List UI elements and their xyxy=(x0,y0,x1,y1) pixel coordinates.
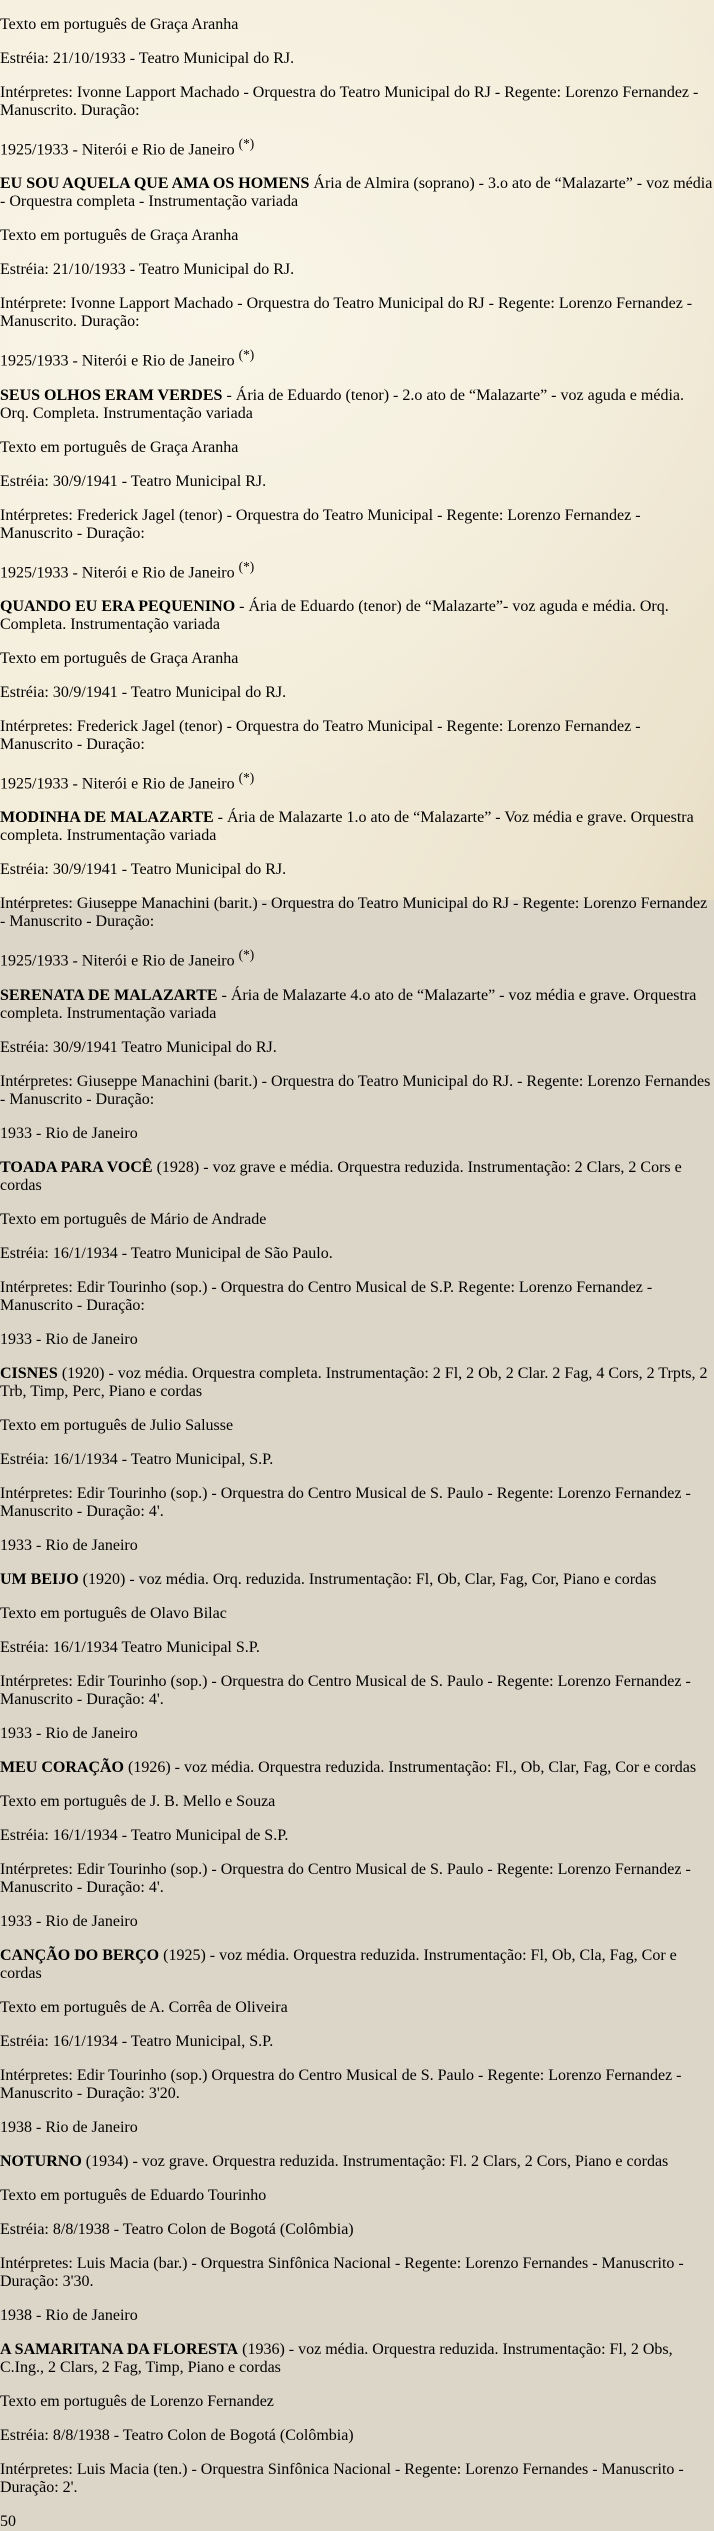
work-title: MEU CORAÇÃO xyxy=(0,1758,124,1776)
entry-paragraph xyxy=(0,50,714,68)
catalog-entry xyxy=(0,2119,714,2291)
text-columns xyxy=(0,16,714,2497)
entry-paragraph xyxy=(0,1417,714,1435)
entry-text: - Ária de Malazarte 4.o ato de “Malazarte” - voz média e grave. Orquestra completa. Instrumentação variada xyxy=(0,986,697,1022)
entry-text: Texto em português de Graça Aranha xyxy=(0,16,239,33)
entry-paragraph xyxy=(0,1827,714,1845)
entry-text: Texto em português de J. B. Mello e Souza xyxy=(0,1792,276,1810)
entry-text: Intérpretes: Ivonne Lapport Machado - Orquestra do Teatro Municipal do RJ - Regente: Lorenzo Fernandez - Manuscrito. Duração: xyxy=(0,84,699,119)
work-title: TOADA PARA VOCÊ xyxy=(0,1158,153,1176)
entry-text: (1926) - voz média. Orquestra reduzida. Instrumentação: Fl., Ob, Clar, Fag, Cor e cordas xyxy=(124,1758,697,1776)
entry-text: Estréia: 30/9/1941 - Teatro Municipal do RJ. xyxy=(0,861,287,879)
entry-paragraph xyxy=(0,1279,714,1315)
entry-paragraph xyxy=(0,2307,714,2325)
work-title-paragraph xyxy=(0,175,714,211)
entry-text: Estréia: 30/9/1941 - Teatro Municipal RJ. xyxy=(0,472,267,490)
entry-text: (1936) - voz média. Orquestra reduzida. Instrumentação: Fl, 2 Obs, C.Ing., 2 Clars, 2 Fag, Timp, Piano e cordas xyxy=(0,2340,673,2376)
footnote-mark: (*) xyxy=(238,769,255,785)
entry-paragraph xyxy=(0,227,714,245)
entry-paragraph xyxy=(0,770,714,793)
footnote-mark: (*) xyxy=(238,347,255,363)
entry-paragraph xyxy=(0,684,714,702)
work-title-paragraph xyxy=(0,809,714,845)
entry-paragraph xyxy=(0,1485,714,1521)
entry-text: 1925/1933 - Niterói e Rio de Janeiro xyxy=(0,952,239,970)
work-title: CANÇÃO DO BERÇO xyxy=(0,1946,160,1964)
entry-paragraph xyxy=(0,507,714,543)
entry-paragraph xyxy=(0,473,714,491)
right-column xyxy=(0,1331,714,2497)
entry-paragraph xyxy=(0,1211,714,1229)
entry-paragraph xyxy=(0,1793,714,1811)
entry-text: 1925/1933 - Niterói e Rio de Janeiro xyxy=(0,775,239,793)
catalog-entry xyxy=(0,1913,714,2103)
entry-text: Texto em português de A. Corrêa de Oliveira xyxy=(0,1998,288,2016)
entry-paragraph xyxy=(0,84,714,120)
entry-paragraph xyxy=(0,650,714,668)
entry-text: 1938 - Rio de Janeiro xyxy=(0,2118,138,2136)
work-title-paragraph xyxy=(0,1365,714,1401)
entry-text: 1933 - Rio de Janeiro xyxy=(0,1124,138,1142)
entry-text: Ária de Almira (soprano) - 3.o ato de “Malazarte” - voz média - Orquestra completa - Instrumentação variada xyxy=(0,175,713,211)
entry-text: Intérpretes: Edir Tourinho (sop.) - Orquestra do Centro Musical de S. Paulo - Regente: Lorenzo Fernandez - Manuscrito - Duração: 4'. xyxy=(0,1672,691,1708)
entry-text: (1934) - voz grave. Orquestra reduzida. Instrumentação: Fl. 2 Clars, 2 Cors, Piano e cordas xyxy=(81,2152,669,2170)
entry-text: Intérpretes: Luis Macia (ten.) - Orquestra Sinfônica Nacional - Regente: Lorenzo Fernandes - Manuscrito - Duração: 2'. xyxy=(0,2460,684,2496)
entry-paragraph xyxy=(0,1073,714,1109)
entry-paragraph xyxy=(0,861,714,879)
entry-text: Intérpretes: Giuseppe Manachini (barit.) - Orquestra do Teatro Municipal do RJ - Regente: Lorenzo Fernandez - Manuscrito - Duração: xyxy=(0,895,708,931)
entry-text: (1920) - voz média. Orq. reduzida. Instrumentação: Fl, Ob, Clar, Fag, Cor, Piano e cordas xyxy=(78,1570,657,1588)
page-left-edge xyxy=(0,0,6,900)
entry-text: (1920) - voz média. Orquestra completa. Instrumentação: 2 Fl, 2 Ob, 2 Clar. 2 Fag, 4 Cors, 2 Trpts, 2 Trb, Timp, Perc, Piano e cordas xyxy=(0,1364,708,1400)
work-title: NOTURNO xyxy=(0,2152,82,2170)
work-title-paragraph xyxy=(0,598,714,634)
footnote-mark: (*) xyxy=(238,558,255,574)
entry-paragraph xyxy=(0,1605,714,1623)
catalog-entry xyxy=(0,770,714,931)
catalog-entry xyxy=(0,1725,714,1897)
entry-text: Texto em português de Lorenzo Fernandez xyxy=(0,2392,274,2410)
entry-text: Estréia: 16/1/1934 - Teatro Municipal de São Paulo. xyxy=(0,1244,333,1262)
entry-paragraph xyxy=(0,2067,714,2103)
work-title-paragraph xyxy=(0,1571,714,1589)
entry-text: 1933 - Rio de Janeiro xyxy=(0,1330,138,1348)
catalog-entry xyxy=(0,16,714,120)
entry-text: 1933 - Rio de Janeiro xyxy=(0,1724,138,1742)
entry-paragraph xyxy=(0,2033,714,2051)
entry-text: 1925/1933 - Niterói e Rio de Janeiro xyxy=(0,141,239,159)
catalog-entry xyxy=(0,347,714,542)
entry-paragraph xyxy=(0,1245,714,1263)
entry-text: Texto em português de Eduardo Tourinho xyxy=(0,2186,267,2204)
work-title: UM BEIJO xyxy=(0,1570,79,1588)
entry-text: Estréia: 8/8/1938 - Teatro Colon de Bogotá (Colômbia) xyxy=(0,2220,354,2238)
work-title-paragraph xyxy=(0,2153,714,2171)
entry-paragraph xyxy=(0,16,714,34)
entry-paragraph xyxy=(0,2119,714,2137)
entry-paragraph xyxy=(0,1039,714,1057)
work-title: SERENATA DE MALAZARTE xyxy=(0,986,218,1004)
work-title: CISNES xyxy=(0,1364,58,1382)
catalog-entry xyxy=(0,559,714,754)
entry-paragraph xyxy=(0,1331,714,1349)
entry-text: Estréia: 16/1/1934 - Teatro Municipal de S.P. xyxy=(0,1826,289,1844)
entry-text: Estréia: 16/1/1934 Teatro Municipal S.P. xyxy=(0,1638,260,1656)
entry-paragraph xyxy=(0,895,714,931)
entry-text: 1933 - Rio de Janeiro xyxy=(0,1536,138,1554)
entry-text: Texto em português de Julio Salusse xyxy=(0,1416,234,1434)
entry-text: Intérpretes: Edir Tourinho (sop.) - Orquestra do Centro Musical de S.P. Regente: Lorenzo Fernandez - Manuscrito - Duração: xyxy=(0,1278,653,1314)
entry-paragraph xyxy=(0,2187,714,2205)
entry-text: Texto em português de Olavo Bilac xyxy=(0,1604,227,1622)
entry-paragraph xyxy=(0,1537,714,1555)
work-title-paragraph xyxy=(0,1759,714,1777)
catalog-entry xyxy=(0,136,714,331)
entry-paragraph xyxy=(0,295,714,331)
catalog-entry xyxy=(0,2307,714,2497)
entry-text: - Ária de Eduardo (tenor) de “Malazarte”- voz aguda e média. Orq. Completa. Instrumentação variada xyxy=(0,597,669,633)
entry-text: 1925/1933 - Niterói e Rio de Janeiro xyxy=(0,563,239,581)
catalog-entry xyxy=(0,1125,714,1315)
entry-paragraph xyxy=(0,559,714,582)
entry-text: (1928) - voz grave e média. Orquestra reduzida. Instrumentação: 2 Clars, 2 Cors e cordas xyxy=(0,1158,682,1194)
entry-text: Intérprete: Ivonne Lapport Machado - Orquestra do Teatro Municipal do RJ - Regente: Lorenzo Fernandez - Manuscrito. Duração: xyxy=(0,295,693,331)
entry-paragraph xyxy=(0,2427,714,2445)
entry-text: Estréia: 21/10/1933 - Teatro Municipal do RJ. xyxy=(0,50,295,67)
entry-text: Intérpretes: Giuseppe Manachini (barit.) - Orquestra do Teatro Municipal do RJ. - Regente: Lorenzo Fernandes - Manuscrito - Duração: xyxy=(0,1072,711,1108)
footnote-mark: (*) xyxy=(238,947,255,963)
entry-text: Estréia: 30/9/1941 Teatro Municipal do RJ. xyxy=(0,1038,277,1056)
entry-paragraph xyxy=(0,2221,714,2239)
entry-text: 1933 - Rio de Janeiro xyxy=(0,1912,138,1930)
entry-paragraph xyxy=(0,947,714,970)
entry-paragraph xyxy=(0,1673,714,1709)
work-title-paragraph xyxy=(0,987,714,1023)
left-column xyxy=(0,16,714,1315)
catalog-entry xyxy=(0,1331,714,1521)
catalog-entry xyxy=(0,947,714,1108)
entry-text: Texto em português de Graça Aranha xyxy=(0,438,239,456)
entry-text: Texto em português de Mário de Andrade xyxy=(0,1210,267,1228)
work-title: MODINHA DE MALAZARTE xyxy=(0,809,214,827)
entry-text: Estréia: 8/8/1938 - Teatro Colon de Bogotá (Colômbia) xyxy=(0,2426,354,2444)
entry-paragraph xyxy=(0,2393,714,2411)
work-title: QUANDO EU ERA PEQUENINO xyxy=(0,597,236,615)
entry-text: Intérpretes: Edir Tourinho (sop.) - Orquestra do Centro Musical de S. Paulo - Regente: Lorenzo Fernandez - Manuscrito - Duração: 4'. xyxy=(0,1860,691,1896)
work-title-paragraph xyxy=(0,387,714,423)
entry-paragraph xyxy=(0,2461,714,2497)
entry-paragraph xyxy=(0,2255,714,2291)
footnote-mark: (*) xyxy=(238,136,255,151)
entry-paragraph xyxy=(0,439,714,457)
entry-paragraph xyxy=(0,1999,714,2017)
entry-text: - Ária de Eduardo (tenor) - 2.o ato de “Malazarte” - voz aguda e média. Orq. Completa. Instrumentação variada xyxy=(0,386,684,422)
entry-paragraph xyxy=(0,261,714,279)
entry-paragraph xyxy=(0,136,714,159)
entry-paragraph xyxy=(0,1861,714,1897)
entry-paragraph xyxy=(0,347,714,370)
work-title-paragraph xyxy=(0,2341,714,2377)
entry-paragraph xyxy=(0,718,714,754)
entry-paragraph xyxy=(0,1913,714,1931)
work-title: A SAMARITANA DA FLORESTA xyxy=(0,2340,239,2358)
work-title: EU SOU AQUELA QUE AMA OS HOMENS xyxy=(0,175,310,193)
entry-paragraph xyxy=(0,1639,714,1657)
entry-text: - Ária de Malazarte 1.o ato de “Malazarte” - Voz média e grave. Orquestra completa. Instrumentação variada xyxy=(0,809,694,845)
entry-text: (1925) - voz média. Orquestra reduzida. Instrumentação: Fl, Ob, Cla, Fag, Cor e cordas xyxy=(0,1946,677,1982)
catalog-entry xyxy=(0,1537,714,1709)
entry-text: Intérpretes: Frederick Jagel (tenor) - Orquestra do Teatro Municipal - Regente: Lorenzo Fernandez - Manuscrito - Duração: xyxy=(0,506,641,542)
entry-text: Intérpretes: Frederick Jagel (tenor) - Orquestra do Teatro Municipal - Regente: Lorenzo Fernandez - Manuscrito - Duração: xyxy=(0,717,641,753)
page-number: 50 xyxy=(0,2512,16,2530)
entry-paragraph xyxy=(0,1125,714,1143)
entry-paragraph xyxy=(0,1451,714,1469)
work-title-paragraph xyxy=(0,1159,714,1195)
entry-text: Intérpretes: Luis Macia (bar.) - Orquestra Sinfônica Nacional - Regente: Lorenzo Fernandes - Manuscrito - Duração: 3'30. xyxy=(0,2254,684,2290)
entry-text: 1938 - Rio de Janeiro xyxy=(0,2306,138,2324)
entry-text: Estréia: 30/9/1941 - Teatro Municipal do RJ. xyxy=(0,683,287,701)
entry-text: Texto em português de Graça Aranha xyxy=(0,649,239,667)
entry-text: Estréia: 21/10/1933 - Teatro Municipal do RJ. xyxy=(0,261,295,279)
work-title-paragraph xyxy=(0,1947,714,1983)
entry-text: Estréia: 16/1/1934 - Teatro Municipal, S.P. xyxy=(0,2032,274,2050)
entry-text: Intérpretes: Edir Tourinho (sop.) - Orquestra do Centro Musical de S. Paulo - Regente: Lorenzo Fernandez - Manuscrito - Duração: 4'. xyxy=(0,1484,691,1520)
entry-text: Texto em português de Graça Aranha xyxy=(0,227,239,245)
work-title: SEUS OLHOS ERAM VERDES xyxy=(0,386,223,404)
entry-text: Estréia: 16/1/1934 - Teatro Municipal, S.P. xyxy=(0,1450,274,1468)
entry-text: Intérpretes: Edir Tourinho (sop.) Orquestra do Centro Musical de S. Paulo - Regente: Lorenzo Fernandez - Manuscrito - Duração: 3'20. xyxy=(0,2066,682,2102)
entry-text: 1925/1933 - Niterói e Rio de Janeiro xyxy=(0,352,239,370)
entry-paragraph xyxy=(0,1725,714,1743)
